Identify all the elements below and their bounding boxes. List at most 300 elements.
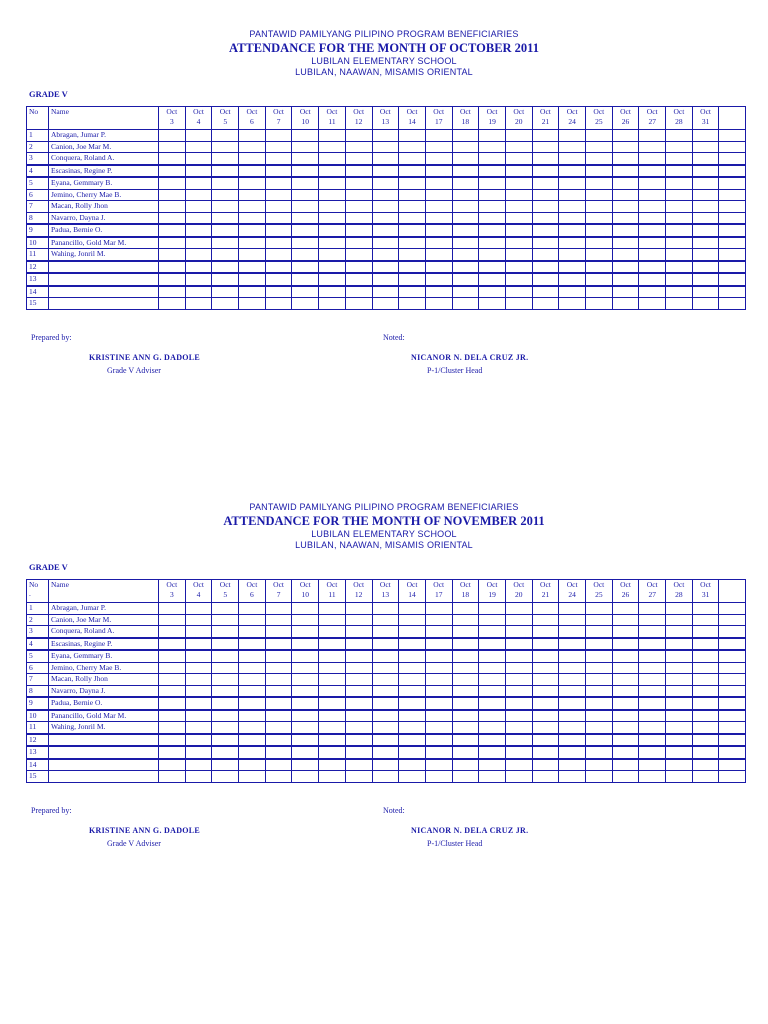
attendance-cell [666,697,693,710]
attendance-cell [479,237,506,249]
attendance-cell [185,759,212,771]
attendance-cell [639,614,666,626]
date-month: Oct [166,107,178,116]
attendance-cell [586,674,613,686]
attendance-cell [212,237,239,249]
attendance-cell [479,710,506,722]
table-row [27,626,746,638]
column-header-no [27,107,49,130]
attendance-cell [159,674,186,686]
column-header-date [319,107,346,130]
attendance-cell [692,614,719,626]
attendance-cell [425,697,452,710]
attendance-cell [185,249,212,261]
attendance-cell [532,141,559,153]
attendance-cell [319,603,346,615]
sheet-title: ATTENDANCE FOR THE MONTH OF OCTOBER 2011 [229,41,539,55]
attendance-cell [239,746,266,759]
attendance-cell [159,614,186,626]
attendance-cell [372,153,399,165]
attendance-cell [692,722,719,734]
attendance-cell [212,685,239,697]
column-header-date [319,580,346,603]
attendance-cell [292,212,319,224]
attendance-cell [239,224,266,237]
attendance-cell [559,650,586,662]
attendance-cell [372,273,399,286]
attendance-cell [185,224,212,237]
attendance-cell [479,626,506,638]
program-heading: PANTAWID PAMILYANG PILIPINO PROGRAM BENEFICIARIES [249,502,519,512]
attendance-cell [479,177,506,189]
attendance-cell [372,177,399,189]
attendance-cell [372,224,399,237]
attendance-cell [666,130,693,142]
row-number: 12 [27,261,49,274]
attendance-cell [559,722,586,734]
attendance-cell [479,130,506,142]
attendance-cell [666,614,693,626]
attendance-cell [479,141,506,153]
row-number: 10 [27,237,49,249]
school-name: LUBILAN ELEMENTARY SCHOOL [311,56,457,66]
attendance-cell [185,165,212,178]
attendance-cell [239,130,266,142]
row-number: 11 [27,722,49,734]
attendance-cell [505,626,532,638]
row-number: 6 [27,189,49,201]
row-number: 13 [27,746,49,759]
table-row [27,697,746,710]
attendance-cell [532,273,559,286]
attendance-cell [692,710,719,722]
date-day: 20 [515,590,523,599]
date-month: Oct [459,580,471,589]
attendance-cell [505,286,532,298]
attendance-cell [612,286,639,298]
attendance-cell [319,201,346,213]
attendance-cell [372,189,399,201]
attendance-cell [399,286,426,298]
attendance-cell [292,746,319,759]
noted-by-name: NICANOR N. DELA CRUZ JR. [411,353,529,362]
table-row [27,201,746,213]
attendance-cell [719,165,746,178]
attendance-cell [532,759,559,771]
attendance-cell [239,662,266,674]
attendance-cell [185,650,212,662]
attendance-cell [666,298,693,310]
attendance-cell [586,697,613,710]
date-day: 3 [169,117,174,126]
attendance-cell [372,771,399,783]
attendance-cell [505,212,532,224]
attendance-cell [505,189,532,201]
attendance-cell [452,759,479,771]
attendance-cell [372,662,399,674]
attendance-cell [612,249,639,261]
attendance-cell [265,685,292,697]
table-row [27,261,746,274]
student-name: Jemino, Cherry Mae B. [49,662,159,674]
attendance-cell [185,177,212,189]
attendance-cell [505,165,532,178]
date-day: 25 [595,117,603,126]
attendance-cell [425,603,452,615]
attendance-cell [212,189,239,201]
row-number: 14 [27,759,49,771]
attendance-cell [559,697,586,710]
attendance-cell [612,638,639,651]
attendance-cell [399,603,426,615]
date-month: Oct [433,580,445,589]
column-header-date [639,107,666,130]
attendance-cell [452,177,479,189]
attendance-cell [719,697,746,710]
attendance-cell [319,710,346,722]
attendance-cell [719,746,746,759]
attendance-cell [319,746,346,759]
attendance-cell [692,141,719,153]
attendance-cell [719,261,746,274]
column-header-date [345,580,372,603]
column-header-date [719,107,746,130]
row-number: 7 [27,201,49,213]
attendance-cell [639,710,666,722]
row-number: 5 [27,177,49,189]
attendance-cell [239,685,266,697]
attendance-cell [666,189,693,201]
attendance-cell [719,685,746,697]
attendance-cell [239,261,266,274]
date-month: Oct [646,107,658,116]
attendance-cell [239,249,266,261]
attendance-cell [452,685,479,697]
attendance-cell [399,224,426,237]
attendance-cell [239,201,266,213]
date-month: Oct [486,107,498,116]
attendance-cell [345,153,372,165]
attendance-cell [425,746,452,759]
attendance-cell [532,261,559,274]
date-month: Oct [406,580,418,589]
attendance-cell [319,638,346,651]
attendance-cell [265,237,292,249]
attendance-cell [239,603,266,615]
attendance-cell [265,746,292,759]
attendance-cell [452,153,479,165]
attendance-cell [185,212,212,224]
attendance-cell [425,153,452,165]
attendance-cell [719,674,746,686]
attendance-cell [159,650,186,662]
attendance-cell [212,697,239,710]
attendance-cell [586,626,613,638]
column-header-date [399,580,426,603]
attendance-cell [479,662,506,674]
attendance-cell [265,298,292,310]
attendance-cell [452,662,479,674]
attendance-cell [559,286,586,298]
attendance-cell [532,662,559,674]
attendance-cell [425,298,452,310]
student-name: Escasinas, Regine P. [49,638,159,651]
student-name [49,273,159,286]
attendance-cell [639,722,666,734]
attendance-cell [212,710,239,722]
student-name [49,734,159,747]
attendance-cell [692,273,719,286]
column-header-date [612,580,639,603]
date-month: Oct [700,580,712,589]
student-name [49,286,159,298]
attendance-cell [425,759,452,771]
column-header-date [666,580,693,603]
attendance-cell [612,662,639,674]
attendance-cell [265,273,292,286]
attendance-cell [159,201,186,213]
attendance-cell [399,662,426,674]
attendance-cell [532,212,559,224]
date-day: 17 [434,590,443,599]
attendance-cell [612,177,639,189]
attendance-cell [719,710,746,722]
attendance-cell [185,141,212,153]
attendance-cell [425,734,452,747]
attendance-cell [719,141,746,153]
attendance-cell [586,224,613,237]
attendance-cell [185,603,212,615]
column-header-no-mark: . [29,589,31,598]
student-name: Abragan, Jumar P. [49,130,159,142]
column-header-date [185,580,212,603]
attendance-cell [185,153,212,165]
attendance-cell [319,153,346,165]
attendance-cell [319,662,346,674]
date-month: Oct [246,580,258,589]
attendance-cell [185,662,212,674]
attendance-cell [185,771,212,783]
date-month: Oct [353,107,365,116]
prepared-by-label: Prepared by: [31,806,72,815]
attendance-cell [586,153,613,165]
column-header-date [212,107,239,130]
attendance-cell [212,734,239,747]
column-header-date [559,107,586,130]
column-header-date [586,107,613,130]
attendance-cell [239,710,266,722]
column-header-date [425,107,452,130]
attendance-cell [559,273,586,286]
attendance-cell [639,201,666,213]
attendance-cell [265,286,292,298]
attendance-cell [692,298,719,310]
attendance-cell [666,261,693,274]
attendance-cell [452,650,479,662]
attendance-cell [505,141,532,153]
attendance-cell [532,298,559,310]
prepared-by-name: KRISTINE ANN G. DADOLE [89,826,201,835]
prepared-by-label: Prepared by: [31,333,72,342]
attendance-cell [212,224,239,237]
date-month: Oct [193,107,204,116]
attendance-cell [212,273,239,286]
attendance-cell [639,177,666,189]
attendance-cell [586,710,613,722]
attendance-cell [212,759,239,771]
row-number: 7 [27,674,49,686]
attendance-cell [612,130,639,142]
attendance-cell [692,130,719,142]
attendance-cell [345,130,372,142]
attendance-cell [185,130,212,142]
attendance-cell [479,771,506,783]
student-name: Macan, Rolly Jhon [49,201,159,213]
date-day: 20 [515,117,523,126]
student-name [49,746,159,759]
attendance-cell [425,650,452,662]
attendance-cell [532,177,559,189]
attendance-cell [425,141,452,153]
attendance-cell [265,189,292,201]
date-month: Oct [273,580,285,589]
column-header-date [479,107,506,130]
attendance-cell [265,759,292,771]
attendance-cell [612,141,639,153]
noted-by-role: P-1/Cluster Head [427,839,483,848]
attendance-cell [292,603,319,615]
attendance-cell [239,189,266,201]
attendance-cell [212,603,239,615]
attendance-cell [319,286,346,298]
date-month: Oct [219,107,231,116]
table-row [27,685,746,697]
attendance-cell [185,286,212,298]
attendance-cell [265,153,292,165]
attendance-cell [319,141,346,153]
attendance-cell [479,685,506,697]
attendance-cell [212,165,239,178]
program-heading: PANTAWID PAMILYANG PILIPINO PROGRAM BENEFICIARIES [249,29,519,39]
attendance-cell [452,298,479,310]
attendance-cell [345,141,372,153]
date-month: Oct [246,107,258,116]
attendance-cell [612,189,639,201]
attendance-cell [532,746,559,759]
date-month: Oct [620,580,631,589]
attendance-cell [212,614,239,626]
attendance-cell [399,201,426,213]
attendance-cell [319,273,346,286]
attendance-cell [292,614,319,626]
attendance-cell [479,734,506,747]
attendance-cell [292,771,319,783]
attendance-cell [479,674,506,686]
date-month: Oct [540,580,551,589]
date-month: Oct [459,107,471,116]
attendance-cell [265,771,292,783]
attendance-cell [159,638,186,651]
attendance-cell [666,759,693,771]
attendance-cell [559,662,586,674]
attendance-cell [425,614,452,626]
attendance-cell [345,212,372,224]
attendance-cell [666,201,693,213]
attendance-cell [239,298,266,310]
attendance-cell [292,685,319,697]
attendance-cell [666,165,693,178]
attendance-cell [479,212,506,224]
attendance-cell [639,638,666,651]
attendance-cell [319,759,346,771]
attendance-cell [372,638,399,651]
attendance-cell [292,638,319,651]
attendance-cell [159,286,186,298]
noted-by-role: P-1/Cluster Head [427,366,483,375]
attendance-cell [719,153,746,165]
attendance-cell [692,261,719,274]
sheet-title: ATTENDANCE FOR THE MONTH OF NOVEMBER 2011 [223,514,545,528]
noted-label: Noted: [383,806,405,815]
attendance-cell [425,177,452,189]
row-number: 10 [27,710,49,722]
attendance-cell [185,237,212,249]
date-month: Oct [540,107,551,116]
attendance-cell [452,237,479,249]
attendance-cell [399,273,426,286]
attendance-cell [505,603,532,615]
attendance-cell [239,286,266,298]
attendance-cell [372,603,399,615]
attendance-cell [479,165,506,178]
attendance-cell [239,153,266,165]
attendance-cell [719,614,746,626]
attendance-cell [612,697,639,710]
date-month: Oct [593,580,605,589]
attendance-cell [239,165,266,178]
attendance-cell [586,249,613,261]
attendance-cell [212,771,239,783]
column-header-no-label: No [29,107,39,116]
attendance-cell [479,224,506,237]
attendance-cell [559,759,586,771]
attendance-cell [345,662,372,674]
attendance-cell [159,153,186,165]
attendance-cell [345,674,372,686]
attendance-cell [612,614,639,626]
attendance-cell [425,201,452,213]
attendance-cell [719,177,746,189]
attendance-cell [292,650,319,662]
date-day: 18 [461,117,470,126]
attendance-cell [639,771,666,783]
date-day: 25 [595,590,603,599]
attendance-cell [399,722,426,734]
student-name [49,771,159,783]
student-name: Conquera, Roland A. [49,626,159,638]
attendance-cell [532,638,559,651]
attendance-cell [319,674,346,686]
attendance-cell [292,130,319,142]
attendance-cell [319,212,346,224]
attendance-cell [372,201,399,213]
attendance-cell [719,734,746,747]
attendance-cell [159,130,186,142]
attendance-cell [639,603,666,615]
attendance-cell [559,177,586,189]
attendance-cell [692,685,719,697]
attendance-cell [452,141,479,153]
